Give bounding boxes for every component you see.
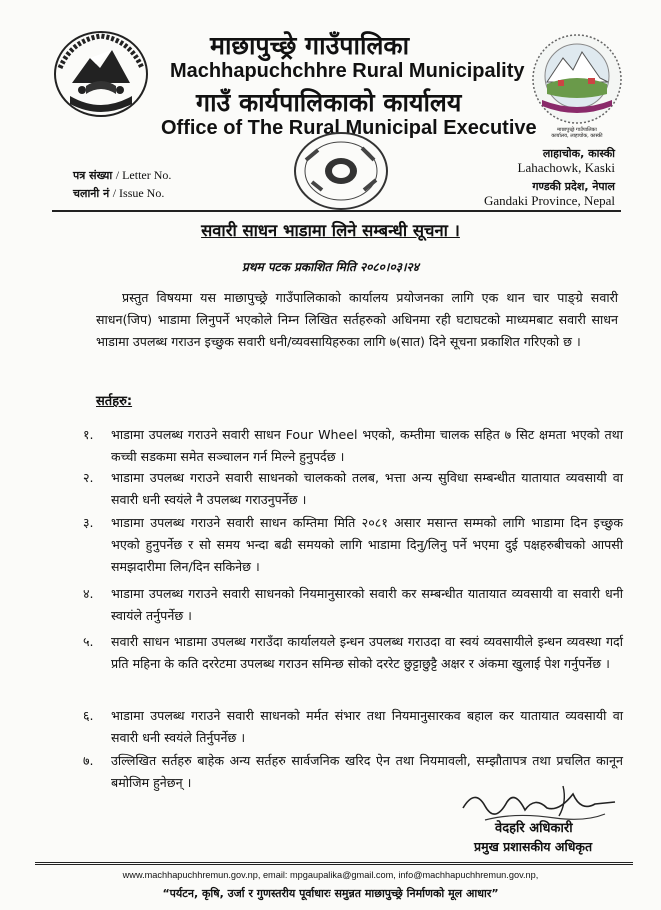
condition-item bbox=[83, 583, 623, 627]
logo-caption: माछापुच्छ्रे गाउँपालिका bbox=[557, 127, 597, 133]
published-date: प्रथम पटक प्रकाशित मिति २०८०।०३।२४ bbox=[242, 260, 419, 274]
condition-text: भाडामा उपलब्ध गराउने सवारी साधनको मर्मत संभार तथा नियमानुसारकव बहाल कर यातायात व्यवसायी वा सवारी धनी स्वयंले तिर्नुपर्नेछ । bbox=[111, 708, 623, 745]
letter-no-label-en: / Letter No. bbox=[115, 168, 172, 182]
office-name-np: गाउँ कार्यपालिकाको कार्यालय bbox=[196, 88, 462, 117]
logo-subcaption: कार्यालय, लाहाचोक, कास्की bbox=[551, 133, 603, 139]
condition-text: भाडामा उपलब्ध गराउने सवारी साधनको नियमानुसारको सवारी कर सम्बन्धीत यातायात व्यवसायी वा सवारी धनी स्वायंले तर्नुपर्नेछ । bbox=[111, 586, 623, 623]
condition-text: भाडामा उपलब्ध गराउने सवारी साधन कम्तिमा मिति २०८१ असार मसान्त सम्मको लागि भाडामा दिन इच्छुक भएको हुनुपर्नेछ र सो समय भन्दा बढी समयको लागि भाडामा दिनु/लिनु पर्ने भएमा दुई पक्षहरुबीचको आपसी समझदारीमा लिन/दिन सकिनेछ । bbox=[111, 515, 623, 574]
condition-number: ५. bbox=[83, 634, 94, 649]
issue-no-label-en: / Issue No. bbox=[112, 186, 165, 200]
letter-no-label-np: पत्र संख्या bbox=[73, 169, 113, 182]
condition-item bbox=[83, 631, 623, 675]
municipality-name-en: Machhapuchchhre Rural Municipality bbox=[170, 60, 525, 82]
condition-number: १. bbox=[83, 427, 94, 442]
condition-number: ७. bbox=[83, 753, 94, 768]
condition-text: भाडामा उपलब्ध गराउने सवारी साधन Four Wheel भएको, कम्तीमा चालक सहित ७ सिट क्षमता भएको तथा कच्ची सडकमा समेत सञ्चालन गर्न मिल्ने हुनुपर्दछ । bbox=[111, 427, 623, 464]
condition-item bbox=[83, 705, 623, 749]
intro-paragraph: प्रस्तुत विषयमा यस माछापुच्छ्रे गाउँपालिकाको कार्यालय प्रयोजनका लागि एक थान चार पाङ्ग्रे सवारी साधन(जिप) भाडामा लिनुपर्ने भएकोले निम्न लिखित सर्तहरुको अधिनमा रही घटाघटको माध्यमबाट सवारी साधन भाडामा उपलब्ध गराउन इच्छुक सवारी धनी/व्यवसायिहरुका लागि ७(सात) दिने सूचना प्रकाशित गरिएको छ । bbox=[96, 290, 618, 349]
condition-text: भाडामा उपलब्ध गराउने सवारी साधनको चालकको तलब, भत्ता अन्य सुविधा सम्बन्धीत यातायात व्यवसायी वा सवारी धनी स्वयंले नै उपलब्ध गराउनुपर्नेछ । bbox=[111, 470, 623, 507]
conditions-heading: सर्तहरु: bbox=[96, 394, 133, 409]
condition-item bbox=[83, 424, 623, 468]
condition-item bbox=[83, 512, 623, 578]
province-en: Gandaki Province, Nepal bbox=[483, 193, 615, 208]
header-divider bbox=[52, 210, 621, 212]
province-np: गण्डकी प्रदेश, नेपाल bbox=[532, 180, 615, 193]
condition-number: ६. bbox=[83, 708, 94, 723]
notice-title: सवारी साधन भाडामा लिने सम्बन्धी सूचना । bbox=[201, 221, 460, 240]
signatory-name: वेदहरि अधिकारी bbox=[495, 821, 573, 836]
footer-divider bbox=[35, 862, 633, 865]
municipality-name-np: माछापुच्छ्रे गाउँपालिका bbox=[210, 31, 410, 60]
condition-number: २. bbox=[83, 470, 94, 485]
nepal-emblem-icon bbox=[52, 28, 150, 120]
office-seal-icon bbox=[292, 130, 390, 212]
office-name-en: Office of The Rural Municipal Executive bbox=[161, 117, 537, 139]
municipality-logo-icon bbox=[530, 32, 624, 126]
place-np: लाहाचोक, कास्की bbox=[542, 147, 615, 160]
condition-item bbox=[83, 467, 623, 511]
condition-text: सवारी साधन भाडामा उपलब्ध गराउँदा कार्यालयले इन्धन उपलब्ध गराउदा वा स्वयं व्यवसायीले इन्धन व्यवस्था गर्दा प्रति महिना के कति दररेटमा उपलब्ध गराउन समिन्छ सोको दररेट छुट्टाछुट्टै अक्षर र अंकमा खुलाई पेश गर्नुपर्नेछ । bbox=[111, 634, 623, 671]
condition-text: उल्लिखित सर्तहरु बाहेक अन्य सर्तहरु सार्वजनिक खरिद ऐन तथा नियमावली, सम्झौतापत्र तथा प्रचलित कानून बमोजिम हुनेछन् । bbox=[111, 753, 623, 790]
footer-motto: “पर्यटन, कृषि, उर्जा र गुणस्तरीय पूर्वाधारः समुन्नत माछापुच्छ्रे निर्माणको मूल आधार” bbox=[162, 887, 499, 900]
place-en: Lahachowk, Kaski bbox=[517, 160, 615, 175]
issue-no-label-np: चलानी नं bbox=[73, 187, 110, 200]
condition-number: ३. bbox=[83, 515, 94, 530]
condition-number: ४. bbox=[83, 586, 94, 601]
signatory-designation: प्रमुख प्रशासकीय अधिकृत bbox=[474, 839, 593, 854]
footer-contact: www.machhapuchhremun.gov.np, email: mpgaupalika@gmail.com, info@machhapuchhremun.gov.np, bbox=[122, 870, 539, 880]
